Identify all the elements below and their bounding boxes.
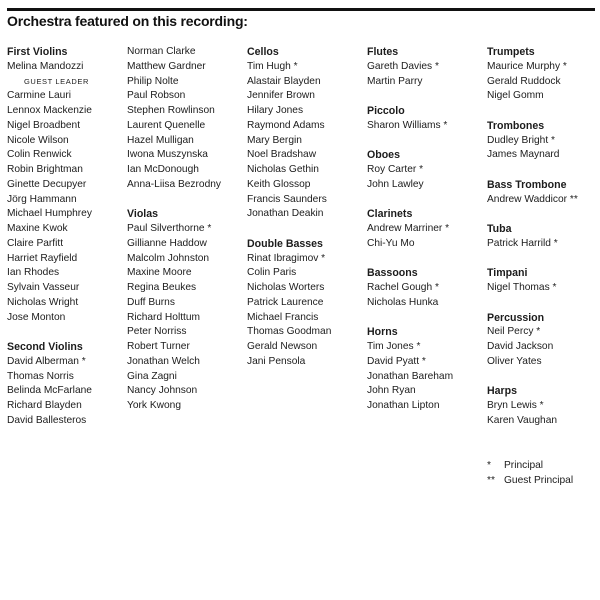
instrument-section [487,222,600,252]
section-title: Double Basses [247,237,323,250]
member-name: Gerald Ruddock [487,75,561,87]
roster-column [7,45,125,429]
member-name: Jonathan Bareham [367,370,454,382]
member-name: Malcolm Johnston [127,252,210,264]
section-title: Horns [367,326,398,339]
member-name: Bryn Lewis * [487,400,544,411]
legend-row-principal [487,459,573,474]
instrument-section [367,266,485,310]
instrument-section [127,207,245,414]
member-name: Gareth Davies * [367,60,439,72]
instrument-section [367,207,485,251]
member-name: David Jackson [487,341,554,352]
member-list [367,119,485,134]
member-name: David Pyatt * [367,355,426,367]
section-title: First Violins [7,46,68,58]
instrument-section [367,148,485,192]
member-name: Colin Paris [247,267,297,279]
member-name: Nicholas Gethin [247,164,319,175]
member-name: Richard Holttum [127,311,201,323]
member-list [367,60,485,90]
member-name: Maurice Murphy * [487,60,567,72]
legend-label: Guest Principal [504,474,574,486]
member-name: Thomas Norris [7,370,74,382]
member-name: John Lawley [367,178,424,190]
member-name: Regina Beukes [127,282,197,293]
member-name: Robert Turner [127,341,190,352]
member-list [487,281,600,296]
member-name: Sharon Williams * [367,119,448,131]
section-title: Flutes [367,46,399,58]
legend-label: Principal [504,460,544,471]
member-name: Nicholas Hunka [367,296,439,308]
roster-column [487,45,600,429]
instrument-section [367,45,485,89]
member-name: Andrew Waddicor ** [487,193,578,205]
top-rule [7,8,595,11]
instrument-section [7,340,125,429]
member-name: Keith Glossop [247,178,311,190]
member-list [487,193,600,208]
member-name: Ian McDonough [127,164,199,175]
member-name: Carmine Lauri [7,90,71,102]
guest-leader-note: GUEST LEADER [24,76,89,86]
member-list [7,60,125,326]
member-name: Hilary Jones [247,105,304,116]
member-list [127,222,245,414]
member-name: Maxine Kwok [7,223,68,234]
member-list [7,355,125,429]
member-name: John Ryan [367,385,416,397]
member-name: Richard Blayden [7,400,82,411]
member-name: Jose Monton [7,311,66,323]
legend [487,459,573,489]
member-name: Martin Parry [367,75,423,87]
instrument-section [367,325,485,414]
legend-row-guest-principal [487,474,573,489]
section-title: Trombones [487,119,545,132]
instrument-section [487,178,600,208]
instrument-section [487,266,600,296]
member-name: James Maynard [487,149,560,161]
member-list [487,60,600,104]
member-name: Norman Clarke [127,46,196,57]
member-name: Anna-Liisa Bezrodny [127,178,222,190]
member-name: Karen Vaughan [487,414,558,426]
member-name: Paul Robson [127,90,186,102]
section-title: Percussion [487,311,545,324]
section-title: Tuba [487,223,512,235]
member-name: Jörg Hammann [7,193,77,205]
member-list [247,252,365,370]
member-name: Jennifer Brown [247,90,315,102]
member-name: Gillianne Haddow [127,237,207,249]
member-name: Raymond Adams [247,119,325,131]
instrument-section [247,45,365,222]
member-name: Melina Mandozzi [7,60,84,72]
member-name: Gina Zagni [127,370,177,382]
member-list [127,45,245,193]
instrument-section [367,104,485,134]
member-name: Robin Brightman [7,164,83,175]
member-name: Alastair Blayden [247,75,321,87]
member-name: Iwona Muszynska [127,149,208,161]
member-name: Peter Norriss [127,326,187,338]
member-name: Lennox Mackenzie [7,105,92,116]
legend-symbol: * [487,460,491,471]
member-list [487,134,600,164]
section-title: Violas [127,208,159,221]
section-title: Oboes [367,149,400,162]
instrument-section [7,45,125,325]
roster-column [367,45,485,414]
member-name: Dudley Bright * [487,134,555,146]
instrument-section [487,45,600,104]
member-name: David Ballesteros [7,414,87,426]
section-title: Bass Trombone [487,178,567,191]
member-list [367,222,485,252]
member-name: Sylvain Vasseur [7,282,80,293]
instrument-section [127,45,245,193]
member-name: York Kwong [127,400,181,411]
member-list [487,237,600,252]
member-name: Harriet Rayfield [7,252,78,264]
page-title: Orchestra featured on this recording: [7,13,248,29]
member-name: Jonathan Welch [127,355,200,367]
member-name: Francis Saunders [247,193,327,205]
member-name: Nancy Johnson [127,385,198,397]
member-name: Patrick Laurence [247,296,324,308]
member-name: Hazel Mulligan [127,134,194,146]
member-list [247,60,365,222]
member-name: Nicholas Wright [7,296,79,308]
member-name: Claire Parfitt [7,237,64,249]
instrument-section [487,311,600,370]
section-title: Cellos [247,46,279,58]
member-name: David Alberman * [7,355,86,367]
member-list [367,281,485,311]
roster-column [127,45,245,414]
member-list [367,340,485,414]
legend-symbol: ** [487,474,495,486]
member-name: Nicole Wilson [7,134,69,146]
member-name: Mary Bergin [247,134,302,146]
member-name: Belinda McFarlane [7,385,92,397]
member-name: Rinat Ibragimov * [247,252,326,264]
member-name: Jonathan Lipton [367,400,440,411]
section-title: Bassoons [367,267,418,280]
section-title: Trumpets [487,46,535,58]
member-name: Roy Carter * [367,164,424,175]
member-name: Thomas Goodman [247,326,332,338]
member-name: Colin Renwick [7,149,72,161]
member-name: Laurent Quenelle [127,119,206,131]
member-name: Michael Humphrey [7,208,92,220]
member-list [367,163,485,193]
section-title: Timpani [487,267,528,280]
member-name: Nigel Thomas * [487,282,557,293]
member-name: Ian Rhodes [7,267,60,279]
member-name: Patrick Harrild * [487,237,558,249]
section-title: Piccolo [367,105,405,117]
member-name: Gerald Newson [247,341,318,352]
member-name: Ginette Decupyer [7,178,87,190]
instrument-section [247,237,365,370]
member-list [487,399,600,429]
member-name: Noel Bradshaw [247,149,317,161]
member-name: Oliver Yates [487,355,542,367]
member-name: Andrew Marriner * [367,223,450,234]
section-title: Clarinets [367,208,413,221]
member-list [487,325,600,369]
member-name: Nicholas Worters [247,282,325,293]
member-name: Maxine Moore [127,267,192,279]
instrument-section [487,384,600,428]
member-name: Rachel Gough * [367,282,439,293]
member-name: Tim Hugh * [247,60,298,72]
member-name: Matthew Gardner [127,60,206,72]
member-name: Nigel Broadbent [7,119,81,131]
section-title: Second Violins [7,341,83,353]
member-name: Tim Jones * [367,341,421,352]
member-name: Stephen Rowlinson [127,105,215,116]
member-name: Paul Silverthorne * [127,223,212,234]
member-name: Nigel Gomm [487,90,544,102]
roster-column [247,45,365,370]
section-title: Harps [487,385,518,398]
member-name: Michael Francis [247,311,319,323]
member-name: Philip Nolte [127,75,179,87]
member-name: Neil Percy * [487,326,541,338]
member-name: Jani Pensola [247,355,306,367]
member-name: Jonathan Deakin [247,208,324,220]
member-name: Duff Burns [127,296,175,308]
instrument-section [487,119,600,163]
member-name: Chi-Yu Mo [367,237,415,249]
